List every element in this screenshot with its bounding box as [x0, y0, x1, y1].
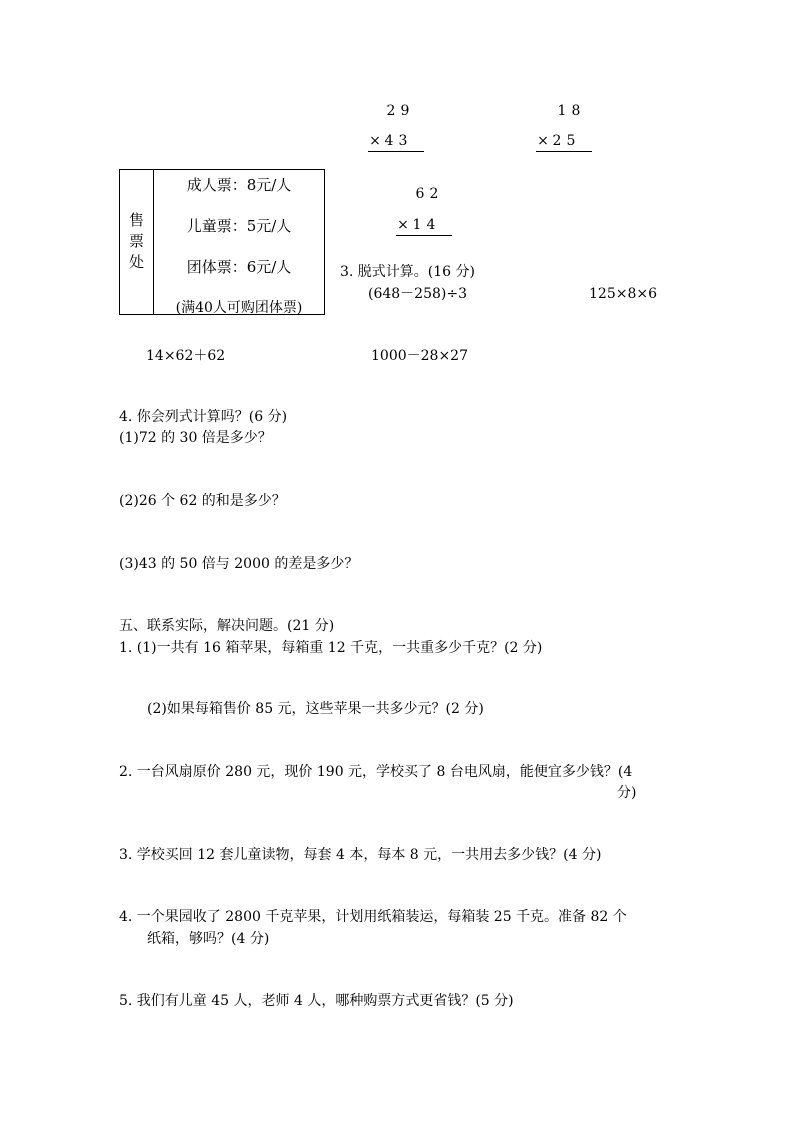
section4-title: 4. 你会列式计算吗？(6 分)	[119, 409, 288, 425]
times-sign: ×	[369, 133, 381, 149]
digit: 2	[429, 186, 439, 202]
vertical-multiplication-3-bottom	[396, 218, 452, 236]
word-problem-3: 3. 学校买回 12 套儿童读物，每套 4 本，每本 8 元，一共用去多少钱？(4 分)	[119, 847, 602, 863]
vertical-multiplication-3	[413, 187, 441, 201]
expression: 125×8×6	[589, 286, 657, 302]
digit: 9	[400, 103, 410, 119]
question-item: (3)43 的 50 倍与 2000 的差是多少？	[119, 556, 359, 572]
digit: 2	[386, 103, 396, 119]
vertical-multiplication-1	[384, 104, 412, 118]
label-char: 处	[128, 253, 144, 271]
digit: 1	[412, 217, 422, 233]
word-problem-4-cont: 纸箱，够吗？(4 分)	[147, 931, 270, 947]
ticket-office-label	[120, 210, 153, 273]
digit: 8	[571, 103, 581, 119]
label-char: 票	[128, 232, 144, 250]
expression: 1000－28×27	[371, 348, 468, 364]
digit: 2	[552, 133, 562, 149]
section3-title: 3. 脱式计算。(16 分)	[340, 264, 475, 280]
digit: 4	[384, 133, 394, 149]
vertical-multiplication-2	[555, 104, 583, 118]
question-item: (1)72 的 30 倍是多少？	[119, 430, 272, 446]
digit: 1	[557, 103, 567, 119]
word-problem-2: 2. 一台风扇原价 280 元，现价 190 元，学校买了 8 台电风扇，能便宜多少钱？(4	[119, 764, 633, 780]
digit: 3	[398, 133, 408, 149]
question-item: (2)26 个 62 的和是多少？	[119, 493, 286, 509]
expression: (648－258)÷3	[368, 286, 468, 302]
digit: 6	[415, 186, 425, 202]
times-sign: ×	[537, 133, 549, 149]
label-char: 售	[128, 211, 144, 229]
child-ticket-price: 儿童票：5元/人	[186, 217, 292, 235]
expression: 14×62＋62	[146, 348, 226, 364]
ticket-price-table	[119, 169, 325, 315]
word-problem-1a: 1. (1)一共有 16 箱苹果，每箱重 12 千克，一共重多少千克？(2 分)	[119, 640, 543, 656]
word-problem-5: 5. 我们有儿童 45 人，老师 4 人，哪种购票方式更省钱？(5 分)	[119, 993, 514, 1009]
word-problem-4: 4. 一个果园收了 2800 千克苹果，计划用纸箱装运，每箱装 25 千克。准备 82 个	[119, 909, 627, 925]
digit: 4	[426, 217, 436, 233]
digit: 5	[566, 133, 576, 149]
word-problem-1b: (2)如果每箱售价 85 元，这些苹果一共多少元？(2 分)	[147, 701, 484, 717]
times-sign: ×	[397, 217, 409, 233]
group-ticket-price: 团体票：6元/人	[186, 258, 292, 276]
adult-ticket-price: 成人票：8元/人	[186, 176, 292, 194]
vertical-multiplication-2-bottom	[536, 134, 592, 152]
section5-title: 五、联系实际，解决问题。(21 分)	[119, 618, 335, 634]
word-problem-2-cont: 分)	[617, 785, 637, 801]
vertical-multiplication-1-bottom	[368, 134, 424, 152]
group-ticket-note: (满40人可购团体票)	[175, 300, 303, 316]
